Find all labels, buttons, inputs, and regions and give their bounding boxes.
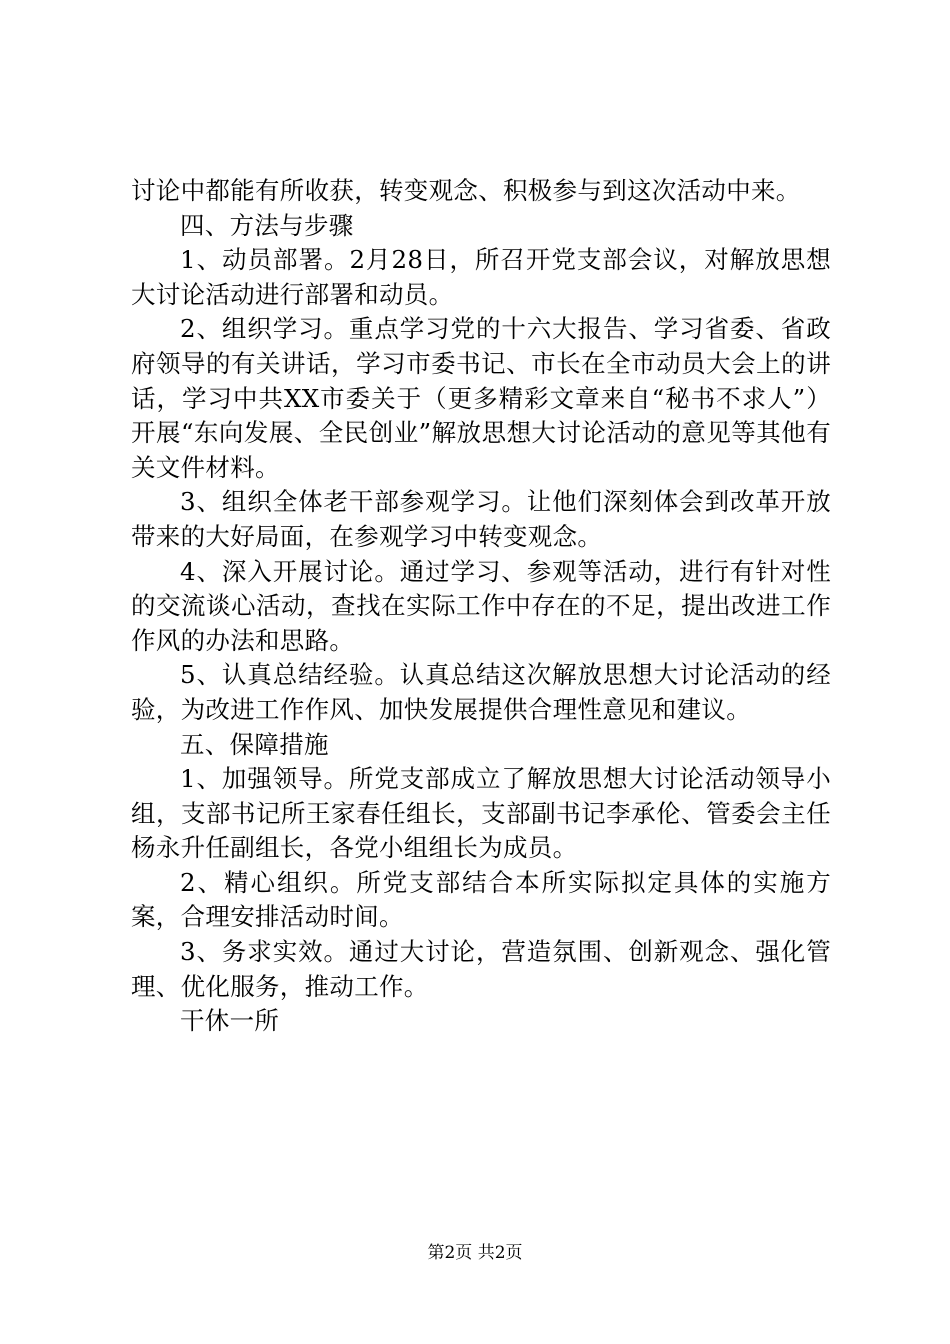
paragraph-step-3: 3、组织全体老干部参观学习。让他们深刻体会到改革开放带来的大好局面，在参观学习中转变观念。 [131,487,831,551]
signature-unit: 干休一所 [180,1006,280,1036]
document-body [131,174,831,1039]
section-heading-measures: 五、保障措施 [180,729,329,759]
paragraph-measure-2: 2、精心组织。所党支部结合本所实际拟定具体的实施方案，合理安排活动时间。 [131,867,831,932]
paragraph-measure-1: 1、加强领导。所党支部成立了解放思想大讨论活动领导小组，支部书记所王家春任组长，支部副书记李承伦、管委会主任杨永升任副组长，各党小组组长为成员。 [131,764,831,863]
section-heading-methods: 四、方法与步骤 [180,210,354,240]
paragraph-step-4: 4、深入开展讨论。通过学习、参观等活动，进行有针对性的交流谈心活动，查找在实际工作中存在的不足，提出改进工作作风的办法和思路。 [131,556,831,655]
paragraph-measure-3: 3、务求实效。通过大讨论，营造氛围、创新观念、强化管理、优化服务，推动工作。 [131,937,831,1001]
page-number-footer: 第2页 共2页 [427,1243,523,1263]
paragraph-step-1: 1、动员部署。2月28日，所召开党支部会议，对解放思想大讨论活动进行部署和动员。 [131,245,831,309]
paragraph-step-5: 5、认真总结经验。认真总结这次解放思想大讨论活动的经验，为改进工作作风、加快发展提供合理性意见和建议。 [131,660,831,724]
paragraph-1: 讨论中都能有所收获，转变观念、积极参与到这次活动中来。 [131,176,801,205]
paragraph-step-2: 2、组织学习。重点学习党的十六大报告、学习省委、省政府领导的有关讲话，学习市委书记、市长在全市动员大会上的讲话，学习中共XX市委关于（更多精彩文章来自“秘书不求人”）开展“东向发展、全民创业”解放思想大讨论活动的意见等其他有关文件材料。 [131,314,831,482]
